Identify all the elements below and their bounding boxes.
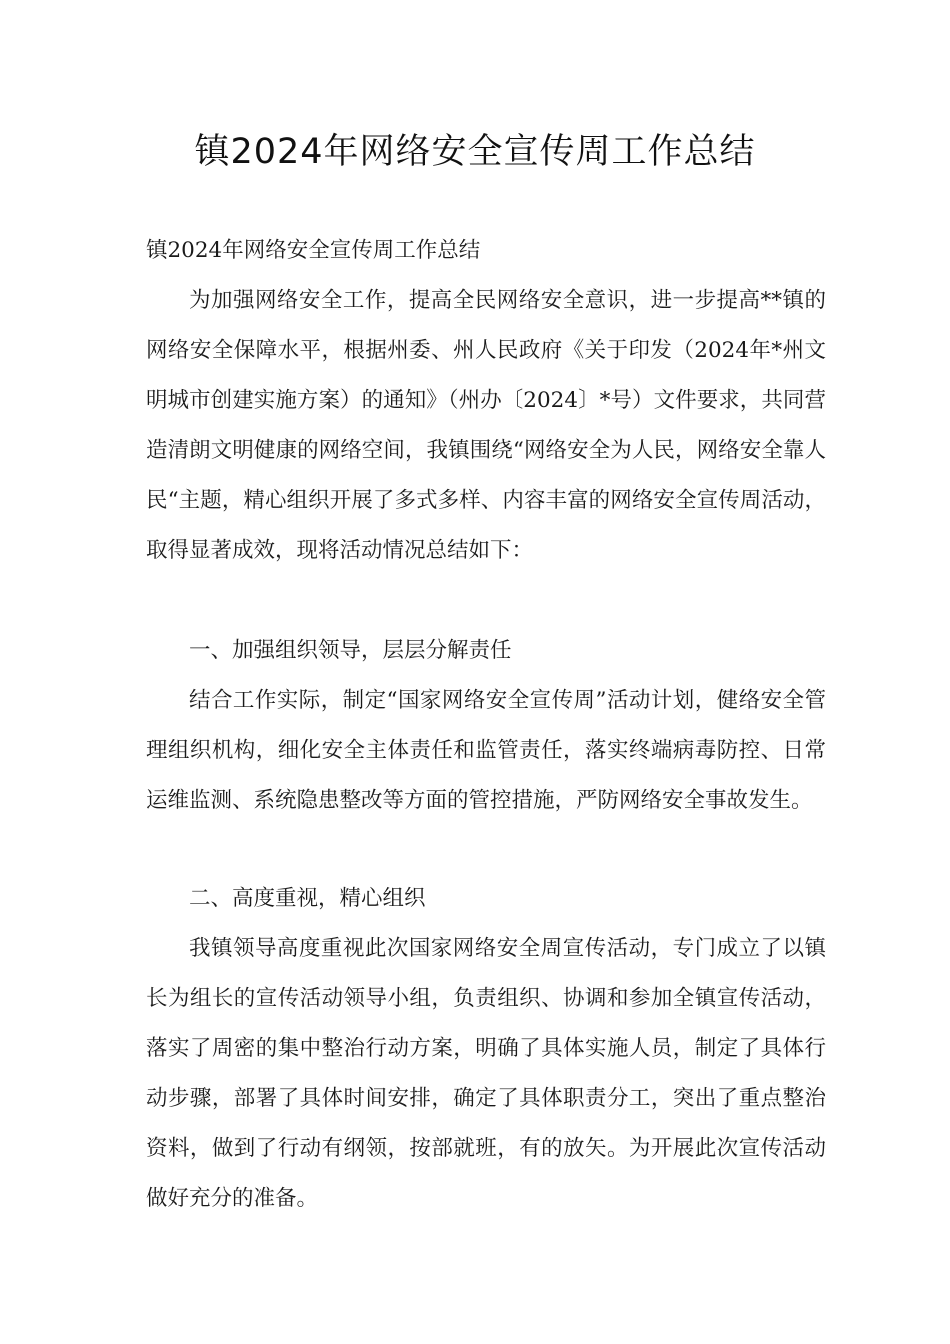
document-subtitle: 镇2024年网络安全宣传周工作总结 — [146, 238, 481, 263]
section1-heading: 一、加强组织领导，层层分解责任 — [189, 638, 512, 663]
intro-paragraph: 为加强网络安全工作，提高全民网络安全意识，进一步提高**镇的网络安全保障水平，根据州委、州人民政府《关于印发（2024年*州文明城市创建实施方案）的通知》（州办〔2024〕*号）文件要求，共同营造清朗文明健康的网络空间，我镇围绕“网络安全为人民，网络安全靠人民“主题，精心组织开展了多式多样、内容丰富的网络安全宣传周活动，取得显著成效，现将活动情况总结如下： — [146, 288, 826, 563]
section2-heading: 二、高度重视，精心组织 — [189, 886, 426, 911]
section2-paragraph: 我镇领导高度重视此次国家网络安全周宣传活动，专门成立了以镇长为组长的宣传活动领导小组，负责组织、协调和参加全镇宣传活动，落实了周密的集中整治行动方案，明确了具体实施人员，制定了具体行动步骤，部署了具体时间安排，确定了具体职责分工，突出了重点整治资料，做到了行动有纲领，按部就班，有的放矢。为开展此次宣传活动做好充分的准备。 — [146, 936, 826, 1211]
document-title: 镇2024年网络安全宣传周工作总结 — [194, 132, 756, 172]
section1-paragraph: 结合工作实际，制定“国家网络安全宣传周”活动计划，健络安全管理组织机构，细化安全主体责任和监管责任，落实终端病毒防控、日常运维监测、系统隐患整改等方面的管控措施，严防网络安全事故发生。 — [146, 688, 826, 813]
